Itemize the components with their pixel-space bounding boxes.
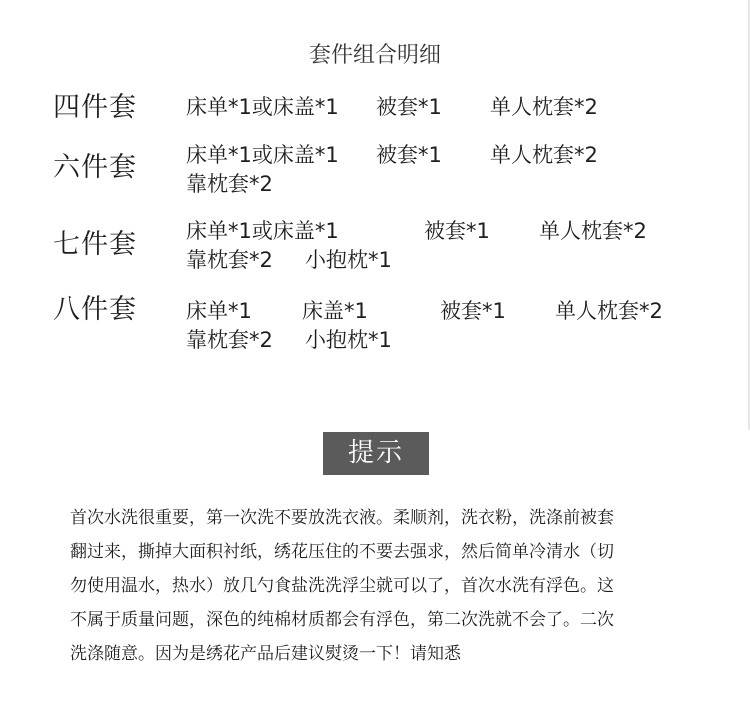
set-item: 单人枕套*2 xyxy=(490,143,598,167)
set-item: 单人枕套*2 xyxy=(539,219,647,243)
set-item: 小抱枕*1 xyxy=(305,328,392,352)
set-item: 单人枕套*2 xyxy=(555,299,663,323)
set-item: 靠枕套*2 xyxy=(186,328,273,352)
set-item: 靠枕套*2 xyxy=(186,172,273,196)
notice-text-line: 洗涤随意。因为是绣花产品后建议熨烫一下！请知悉 xyxy=(70,644,461,664)
set-item: 床单*1 xyxy=(186,299,252,323)
set-item: 单人枕套*2 xyxy=(490,95,598,119)
notice-text-line: 勿使用温水，热水）放几勺食盐洗洗浮尘就可以了，首次水洗有浮色。这 xyxy=(70,576,614,596)
set-item: 被套*1 xyxy=(376,95,442,119)
set-name-seven-piece: 七件套 xyxy=(53,229,137,260)
set-item: 被套*1 xyxy=(440,299,506,323)
set-name-six-piece: 六件套 xyxy=(53,152,137,183)
notice-text-line: 首次水洗很重要，第一次洗不要放洗衣液。柔顺剂，洗衣粉，洗涤前被套 xyxy=(70,508,614,528)
set-item: 被套*1 xyxy=(424,219,490,243)
set-name-four-piece: 四件套 xyxy=(53,92,137,123)
notice-text-line: 不属于质量问题，深色的纯棉材质都会有浮色，第二次洗就不会了。二次 xyxy=(70,610,614,630)
set-item: 靠枕套*2 xyxy=(186,248,273,272)
tip-heading-badge: 提示 xyxy=(323,432,429,475)
set-item: 小抱枕*1 xyxy=(305,248,392,272)
notice-text-line: 翻过来，撕掉大面积衬纸，绣花压住的不要去强求，然后简单冷清水（切 xyxy=(70,542,614,562)
set-item: 床单*1或床盖*1 xyxy=(186,95,339,119)
set-item: 床单*1或床盖*1 xyxy=(186,219,339,243)
set-item: 被套*1 xyxy=(376,143,442,167)
page-title: 套件组合明细 xyxy=(308,43,441,68)
set-name-eight-piece: 八件套 xyxy=(53,294,137,325)
set-item: 床盖*1 xyxy=(302,299,368,323)
set-item: 床单*1或床盖*1 xyxy=(186,143,339,167)
